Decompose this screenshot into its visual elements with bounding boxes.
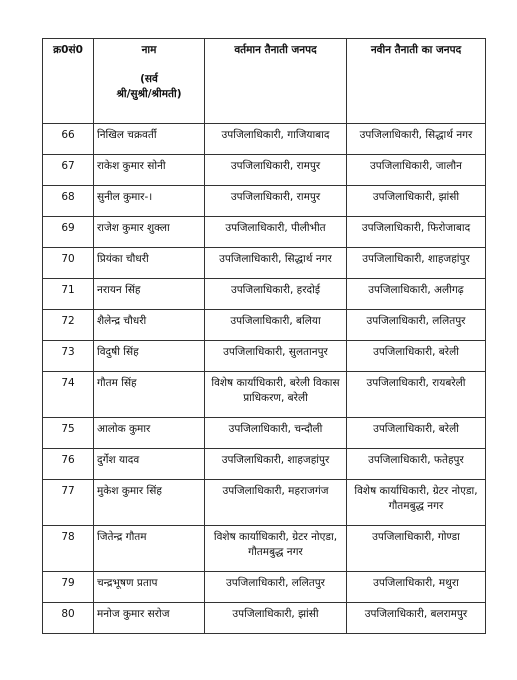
cell-new-posting: उपजिलाधिकारी, फतेहपुर (347, 449, 486, 480)
table-row (43, 217, 486, 248)
cell-name: शैलेन्द्र चौधरी (94, 310, 205, 341)
cell-new-posting: उपजिलाधिकारी, शाहजहांपुर (347, 248, 486, 279)
cell-new-posting: उपजिलाधिकारी, अलीगढ़ (347, 279, 486, 310)
cell-current-posting: उपजिलाधिकारी, सुलतानपुर (205, 341, 347, 372)
cell-name: राजेश कुमार शुक्ला (94, 217, 205, 248)
cell-serial: 76 (43, 449, 94, 480)
cell-new-posting: उपजिलाधिकारी, बलरामपुर (347, 603, 486, 634)
cell-new-posting: उपजिलाधिकारी, फिरोजाबाद (347, 217, 486, 248)
cell-name: मनोज कुमार सरोज (94, 603, 205, 634)
cell-current-posting: उपजिलाधिकारी, रामपुर (205, 155, 347, 186)
cell-serial: 72 (43, 310, 94, 341)
header-name-sub1: (सर्व (140, 73, 158, 85)
cell-serial: 74 (43, 372, 94, 418)
cell-new-posting: उपजिलाधिकारी, रायबरेली (347, 372, 486, 418)
table-row (43, 480, 486, 526)
table-row (43, 279, 486, 310)
cell-name: राकेश कुमार सोनी (94, 155, 205, 186)
cell-serial: 70 (43, 248, 94, 279)
table-row (43, 155, 486, 186)
cell-current-posting: विशेष कार्याधिकारी, ग्रेटर नोएडा, गौतमबुद्ध नगर (205, 526, 347, 572)
table-row (43, 418, 486, 449)
cell-current-posting: विशेष कार्याधिकारी, बरेली विकास प्राधिकरण, बरेली (205, 372, 347, 418)
table-row (43, 310, 486, 341)
cell-new-posting: उपजिलाधिकारी, बरेली (347, 418, 486, 449)
cell-current-posting: उपजिलाधिकारी, झांसी (205, 603, 347, 634)
cell-serial: 71 (43, 279, 94, 310)
table-row (43, 526, 486, 572)
cell-new-posting: उपजिलाधिकारी, बरेली (347, 341, 486, 372)
cell-serial: 69 (43, 217, 94, 248)
cell-new-posting: उपजिलाधिकारी, गोण्डा (347, 526, 486, 572)
table-row (43, 341, 486, 372)
cell-new-posting: उपजिलाधिकारी, झांसी (347, 186, 486, 217)
cell-current-posting: उपजिलाधिकारी, सिद्धार्थ नगर (205, 248, 347, 279)
cell-serial: 73 (43, 341, 94, 372)
cell-new-posting: उपजिलाधिकारी, जालौन (347, 155, 486, 186)
cell-new-posting: उपजिलाधिकारी, मथुरा (347, 572, 486, 603)
table-header-row (43, 39, 486, 124)
table-row (43, 186, 486, 217)
cell-name: आलोक कुमार (94, 418, 205, 449)
cell-serial: 78 (43, 526, 94, 572)
table-row (43, 603, 486, 634)
table-row (43, 372, 486, 418)
header-current-posting: वर्तमान तैनाती जनपद (205, 39, 347, 124)
cell-current-posting: उपजिलाधिकारी, हरदोई (205, 279, 347, 310)
cell-name: चन्द्रभूषण प्रताप (94, 572, 205, 603)
header-name (94, 39, 205, 124)
cell-name: जितेन्द्र गौतम (94, 526, 205, 572)
cell-serial: 66 (43, 124, 94, 155)
cell-new-posting: उपजिलाधिकारी, सिद्धार्थ नगर (347, 124, 486, 155)
cell-current-posting: उपजिलाधिकारी, चन्दौली (205, 418, 347, 449)
posting-table (42, 38, 486, 634)
cell-name: विदुषी सिंह (94, 341, 205, 372)
cell-name: प्रियंका चौधरी (94, 248, 205, 279)
cell-current-posting: उपजिलाधिकारी, शाहजहांपुर (205, 449, 347, 480)
cell-current-posting: उपजिलाधिकारी, महराजगंज (205, 480, 347, 526)
cell-name: नरायन सिंह (94, 279, 205, 310)
cell-new-posting: उपजिलाधिकारी, ललितपुर (347, 310, 486, 341)
cell-current-posting: उपजिलाधिकारी, बलिया (205, 310, 347, 341)
header-new-posting: नवीन तैनाती का जनपद (347, 39, 486, 124)
table-row (43, 124, 486, 155)
cell-current-posting: उपजिलाधिकारी, ललितपुर (205, 572, 347, 603)
cell-serial: 77 (43, 480, 94, 526)
cell-new-posting: विशेष कार्याधिकारी, ग्रेटर नोएडा, गौतमबुद्ध नगर (347, 480, 486, 526)
header-name-label: नाम (141, 44, 157, 56)
cell-name: निखिल चक्रवर्ती (94, 124, 205, 155)
cell-serial: 80 (43, 603, 94, 634)
table-row (43, 572, 486, 603)
table-row (43, 449, 486, 480)
header-name-sub2: श्री/सुश्री/श्रीमती) (116, 88, 182, 100)
cell-name: दुर्गेश यादव (94, 449, 205, 480)
cell-current-posting: उपजिलाधिकारी, गाजियाबाद (205, 124, 347, 155)
cell-name: सुनील कुमार-। (94, 186, 205, 217)
cell-serial: 67 (43, 155, 94, 186)
cell-name: गौतम सिंह (94, 372, 205, 418)
cell-serial: 79 (43, 572, 94, 603)
cell-current-posting: उपजिलाधिकारी, रामपुर (205, 186, 347, 217)
cell-name: मुकेश कुमार सिंह (94, 480, 205, 526)
header-serial: क्र0सं0 (43, 39, 94, 124)
cell-current-posting: उपजिलाधिकारी, पीलीभीत (205, 217, 347, 248)
table-row (43, 248, 486, 279)
cell-serial: 75 (43, 418, 94, 449)
cell-serial: 68 (43, 186, 94, 217)
